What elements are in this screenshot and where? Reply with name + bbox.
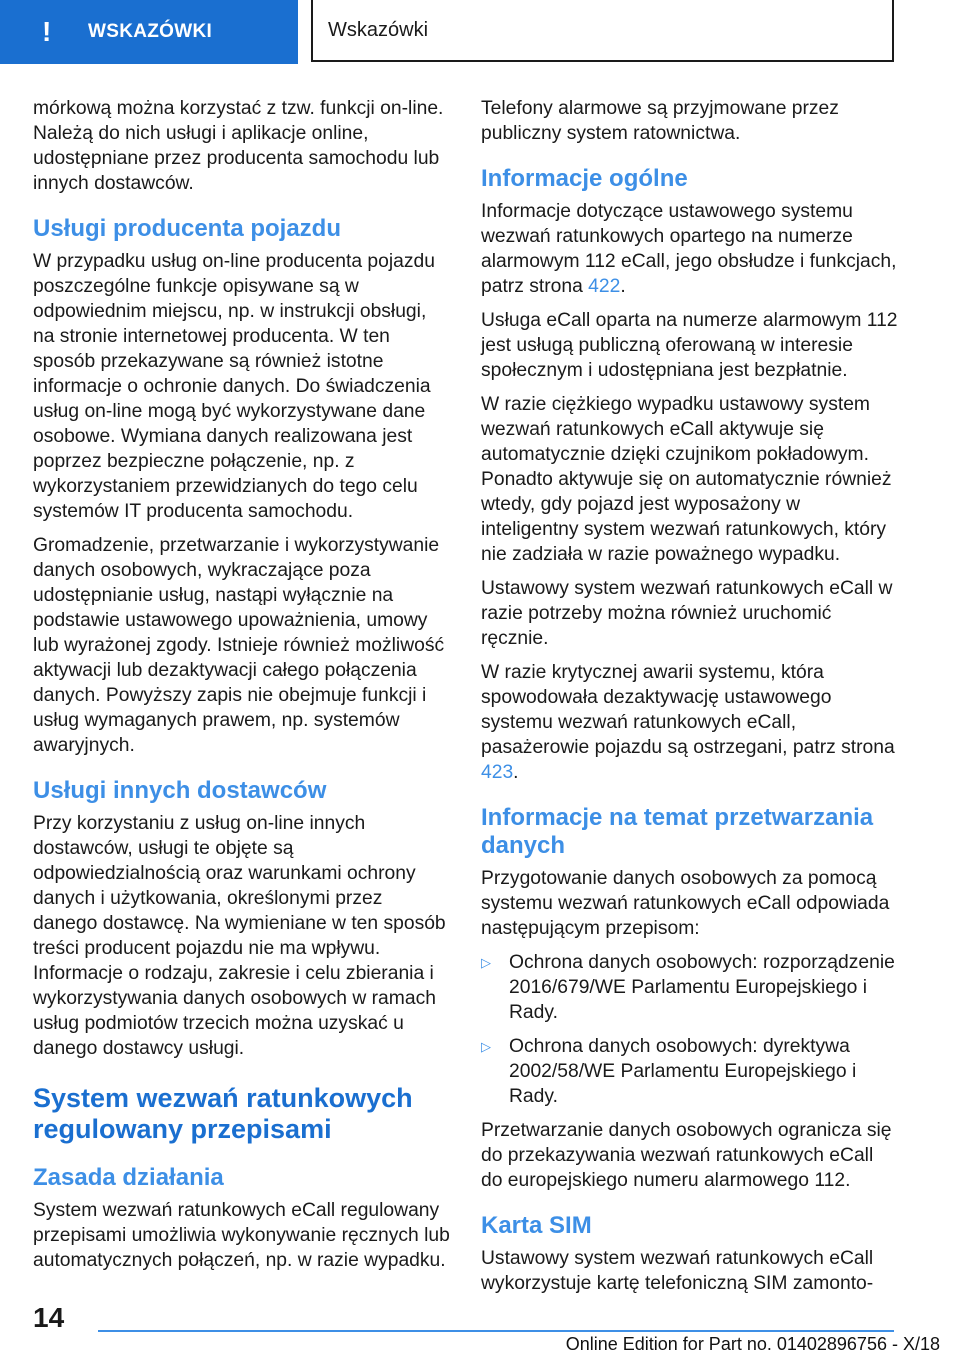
heading-emergency-system: System wezwań ratunkowych regulowany przepisami xyxy=(33,1083,413,1144)
page-reference-link[interactable]: 423 xyxy=(481,762,514,783)
paragraph: W razie ciężkiego wypadku ustawowy system wezwań ratunkowych eCall aktywuje się automatycznie dzięki czujnikom pokładowym. Ponadto aktywuje się on automatycznie również wtedy, gdy pojazd jest wyposażony w inteligentny system wezwań ratunkowych, który nie zadziała w razie poważnego wypadku. xyxy=(481,394,892,565)
list-item xyxy=(481,1034,899,1109)
list-item-text: Ochrona danych osobowych: rozporządzenie 2016/679/WE Parlamentu Europejskiego i Rady. xyxy=(509,952,895,1023)
exclamation-icon: ! xyxy=(42,16,52,47)
section-tab xyxy=(0,0,298,64)
heading-producer-services: Usługi producenta pojazdu xyxy=(33,215,342,242)
left-column xyxy=(33,96,451,1282)
paragraph xyxy=(481,660,899,785)
triangle-bullet-icon: ▷ xyxy=(481,1039,491,1054)
right-column xyxy=(481,96,899,1305)
list-item xyxy=(481,950,899,1025)
footer-edition-text: Online Edition for Part no. 01402896756 - X/18 xyxy=(565,1334,940,1354)
chapter-title: Wskazówki xyxy=(328,18,429,41)
paragraph-text: Informacje dotyczące ustawowego systemu wezwań ratunkowych opartego na numerze alarmowym 112 eCall, jego obsłudze i funkcjach, patrz strona xyxy=(481,201,897,297)
paragraph: mórkową można korzystać z tzw. funkcji on-line. Należą do nich usługi i aplikacje online, udostępniane przez producenta samochodu lub innych dostawców. xyxy=(33,98,444,194)
section-label: WSKAZÓWKI xyxy=(88,21,213,42)
paragraph-text: . xyxy=(513,762,519,783)
paragraph: W przypadku usług on-line producenta pojazdu poszczególne funkcje opisywane są w odpowiednim miejscu, np. w instrukcji obsługi, na stronie internetowej producenta. W ten sposób przekazywane są również istotne informacje o ochronie danych. Do świadczenia usług on-line mogą być wykorzystywane dane osobowe. Wymiana danych realizowana jest poprzez bezpieczne połączenie, np. z wykorzystaniem przewidzianych do tego celu systemów IT producenta samochodu. xyxy=(33,251,435,522)
paragraph: Ustawowy system wezwań ratunkowych eCall w razie potrzeby można również uruchomić ręcznie. xyxy=(481,578,893,649)
heading-other-providers: Usługi innych dostawców xyxy=(33,777,327,804)
heading-operating-principle: Zasada działania xyxy=(33,1164,224,1191)
heading-data-processing: Informacje na temat przetwarzania danych xyxy=(481,804,874,859)
paragraph-text: . xyxy=(620,276,626,297)
page-reference-link[interactable]: 422 xyxy=(588,276,621,297)
paragraph: Przygotowanie danych osobowych za pomocą systemu wezwań ratunkowych eCall odpowiada następującym przepisom: xyxy=(481,868,890,939)
page-number: 14 xyxy=(33,1302,65,1333)
footer-divider xyxy=(98,1330,894,1332)
paragraph: Gromadzenie, przetwarzanie i wykorzystywanie danych osobowych, wykraczające poza udostępnianie usług, nastąpi wyłącznie na podstawie ustawowego upoważnienia, umowy lub wyrażonej zgody. Istnieje również możliwość aktywacji lub dezaktywacji całego połączenia danych. Powyższy zapis nie obejmuje funkcji i usług wymaganych prawem, np. systemów awaryjnych. xyxy=(33,535,445,756)
paragraph xyxy=(481,199,899,299)
paragraph: System wezwań ratunkowych eCall regulowany przepisami umożliwia wykonywanie ręcznych lub automatycznych połączeń, np. w razie wypadku. xyxy=(33,1200,450,1271)
paragraph: Usługa eCall oparta na numerze alarmowym 112 jest usługą publiczną oferowaną w interesie społecznym i udostępniana jest bezpłatnie. xyxy=(481,310,898,381)
heading-general-info: Informacje ogólne xyxy=(481,165,688,192)
paragraph: Przy korzystaniu z usług on-line innych dostawców, usługi te objęte są odpowiedzialnością oraz warunkami ochrony danych i użytkowania, określonymi przez danego dostawcę. Na wymieniane w ten sposób treści producent pojazdu nie ma wpływu. Informacje o rodzaju, zakresie i celu zbierania i wykorzystywania danych osobowych w ramach usług podmiotów trzecich można uzyskać u danego dostawcy usługi. xyxy=(33,813,446,1059)
list-item-text: Ochrona danych osobowych: dyrektywa 2002/58/WE Parlamentu Europejskiego i Rady. xyxy=(509,1036,857,1107)
paragraph: Telefony alarmowe są przyjmowane przez publiczny system ratownictwa. xyxy=(481,98,839,144)
triangle-bullet-icon: ▷ xyxy=(481,955,491,970)
paragraph: Ustawowy system wezwań ratunkowych eCall wykorzystuje kartę telefoniczną SIM zamonto- xyxy=(481,1248,874,1294)
paragraph-text: W razie krytycznej awarii systemu, która spowodowała dezaktywację ustawowego systemu wezwań ratunkowych eCall, pasażerowie pojazdu są ostrzegani, patrz strona xyxy=(481,662,895,758)
paragraph: Przetwarzanie danych osobowych ogranicza się do przekazywania wezwań ratunkowych eCall do europejskiego numeru alarmowego 112. xyxy=(481,1120,892,1191)
chapter-title-box xyxy=(311,0,894,62)
heading-sim-card: Karta SIM xyxy=(481,1212,592,1239)
